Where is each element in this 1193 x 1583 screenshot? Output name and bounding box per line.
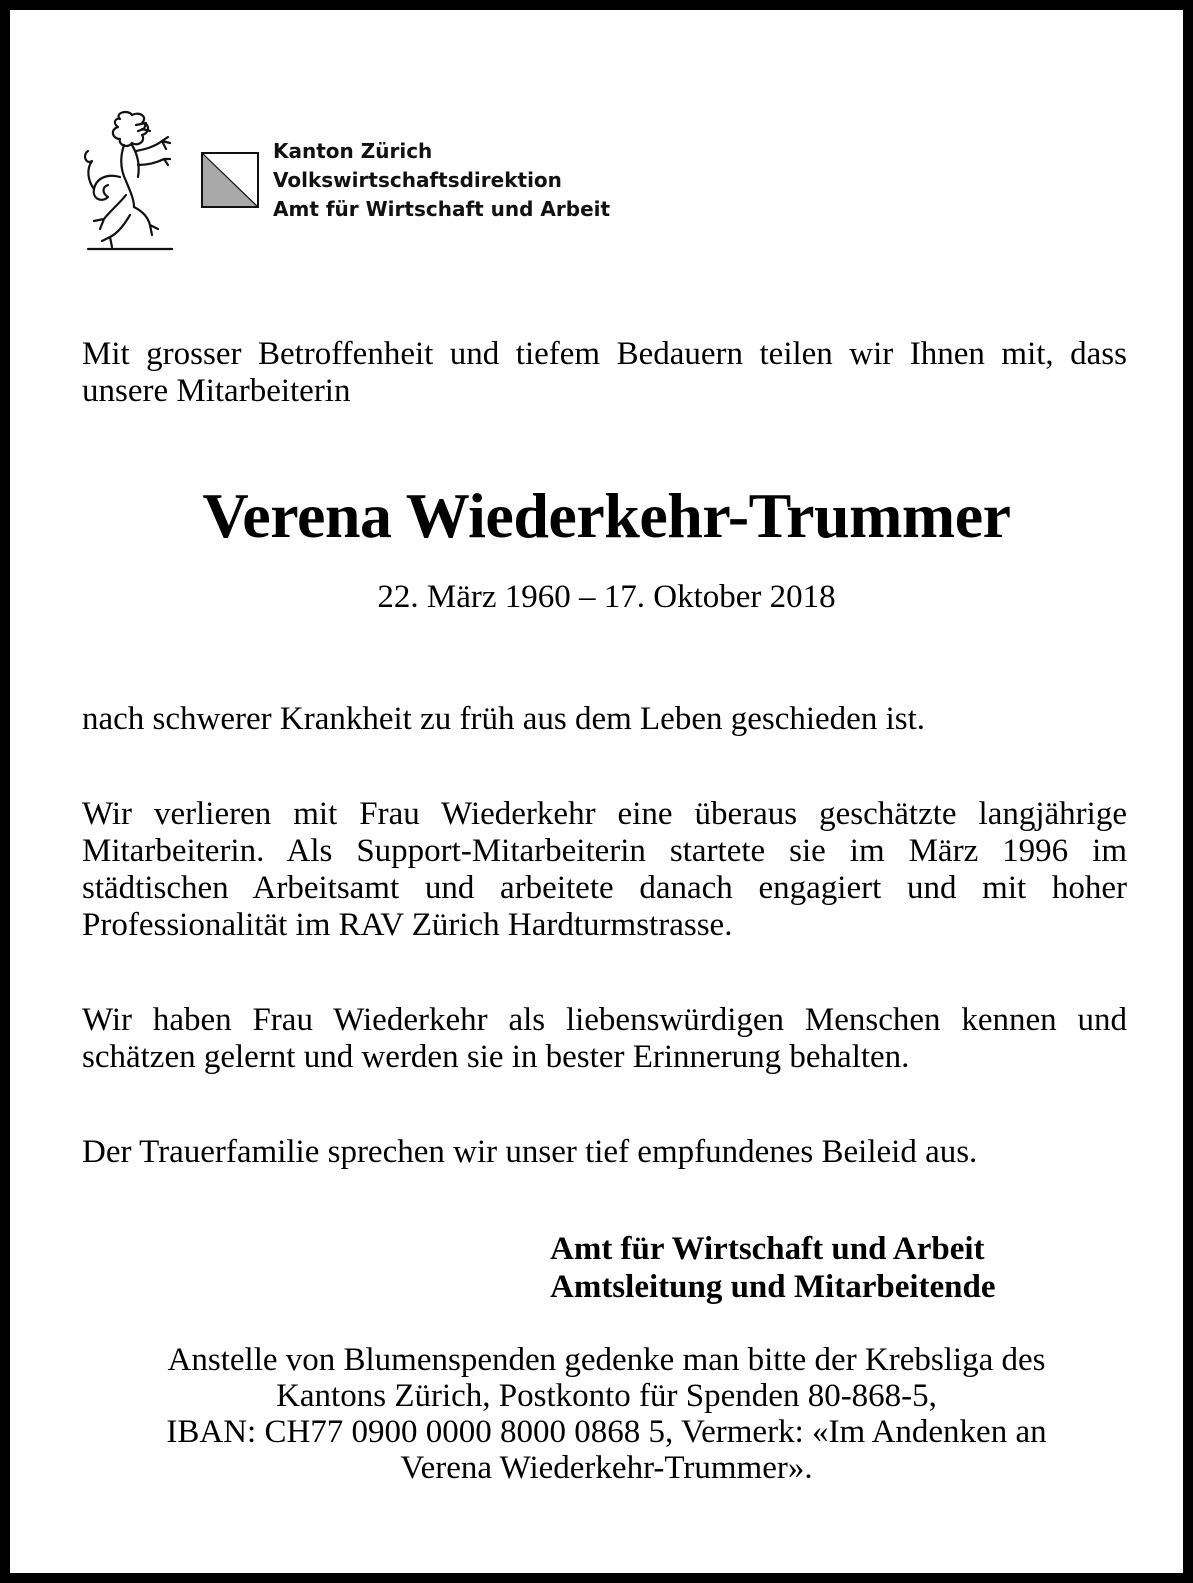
signoff-office: Amt für Wirtschaft und Arbeit <box>550 1231 985 1267</box>
zurich-lion-icon <box>80 107 180 251</box>
paragraph-remembrance: Wir haben Frau Wiederkehr als liebenswürdigen Menschen kennen und schätzen gelernt und werden sie in bester Erinnerung behalten. <box>82 1002 1127 1075</box>
zurich-flag-icon <box>201 152 259 208</box>
paragraph-career: Wir verlieren mit Frau Wiederkehr eine überaus geschätzte langjährige Mitarbeiterin. Als Support-Mitarbeiterin startete sie im März 1996 im städtischen Arbeitsamt und arbeitete danach engagiert und mit hoher Professionalität im RAV Zürich Hardturmstrasse. <box>82 796 1127 943</box>
office-name: Amt für Wirtschaft und Arbeit <box>273 197 611 221</box>
directorate-name: Volkswirtschaftsdirektion <box>273 168 562 192</box>
signoff-team: Amtsleitung und Mitarbeitende <box>550 1269 996 1305</box>
deceased-name: Verena Wiederkehr-Trummer <box>202 480 1011 551</box>
intro-paragraph: Mit grosser Betroffenheit und tiefem Bedauern teilen wir Ihnen mit, dass unsere Mitarbeiterin <box>82 336 1127 409</box>
paragraph-passing: nach schwerer Krankheit zu früh aus dem Leben geschieden ist. <box>82 701 925 737</box>
canton-name: Kanton Zürich <box>273 139 433 163</box>
donation-line-1: Anstelle von Blumenspenden gedenke man bitte der Krebsliga des <box>167 1342 1046 1378</box>
donation-line-2: Kantons Zürich, Postkonto für Spenden 80-868-5, <box>276 1378 937 1414</box>
life-dates: 22. März 1960 – 17. Oktober 2018 <box>377 579 836 615</box>
donation-notice <box>82 1342 1131 1486</box>
signoff <box>550 1230 996 1306</box>
paragraph-condolences: Der Trauerfamilie sprechen wir unser tief empfundenes Beileid aus. <box>82 1134 978 1170</box>
donation-line-3: IBAN: CH77 0900 0000 8000 0868 5, Vermerk: «Im Andenken an <box>166 1414 1047 1450</box>
organization-name <box>273 137 610 224</box>
donation-line-4: Verena Wiederkehr-Trummer». <box>400 1450 813 1486</box>
letterhead <box>80 105 780 255</box>
